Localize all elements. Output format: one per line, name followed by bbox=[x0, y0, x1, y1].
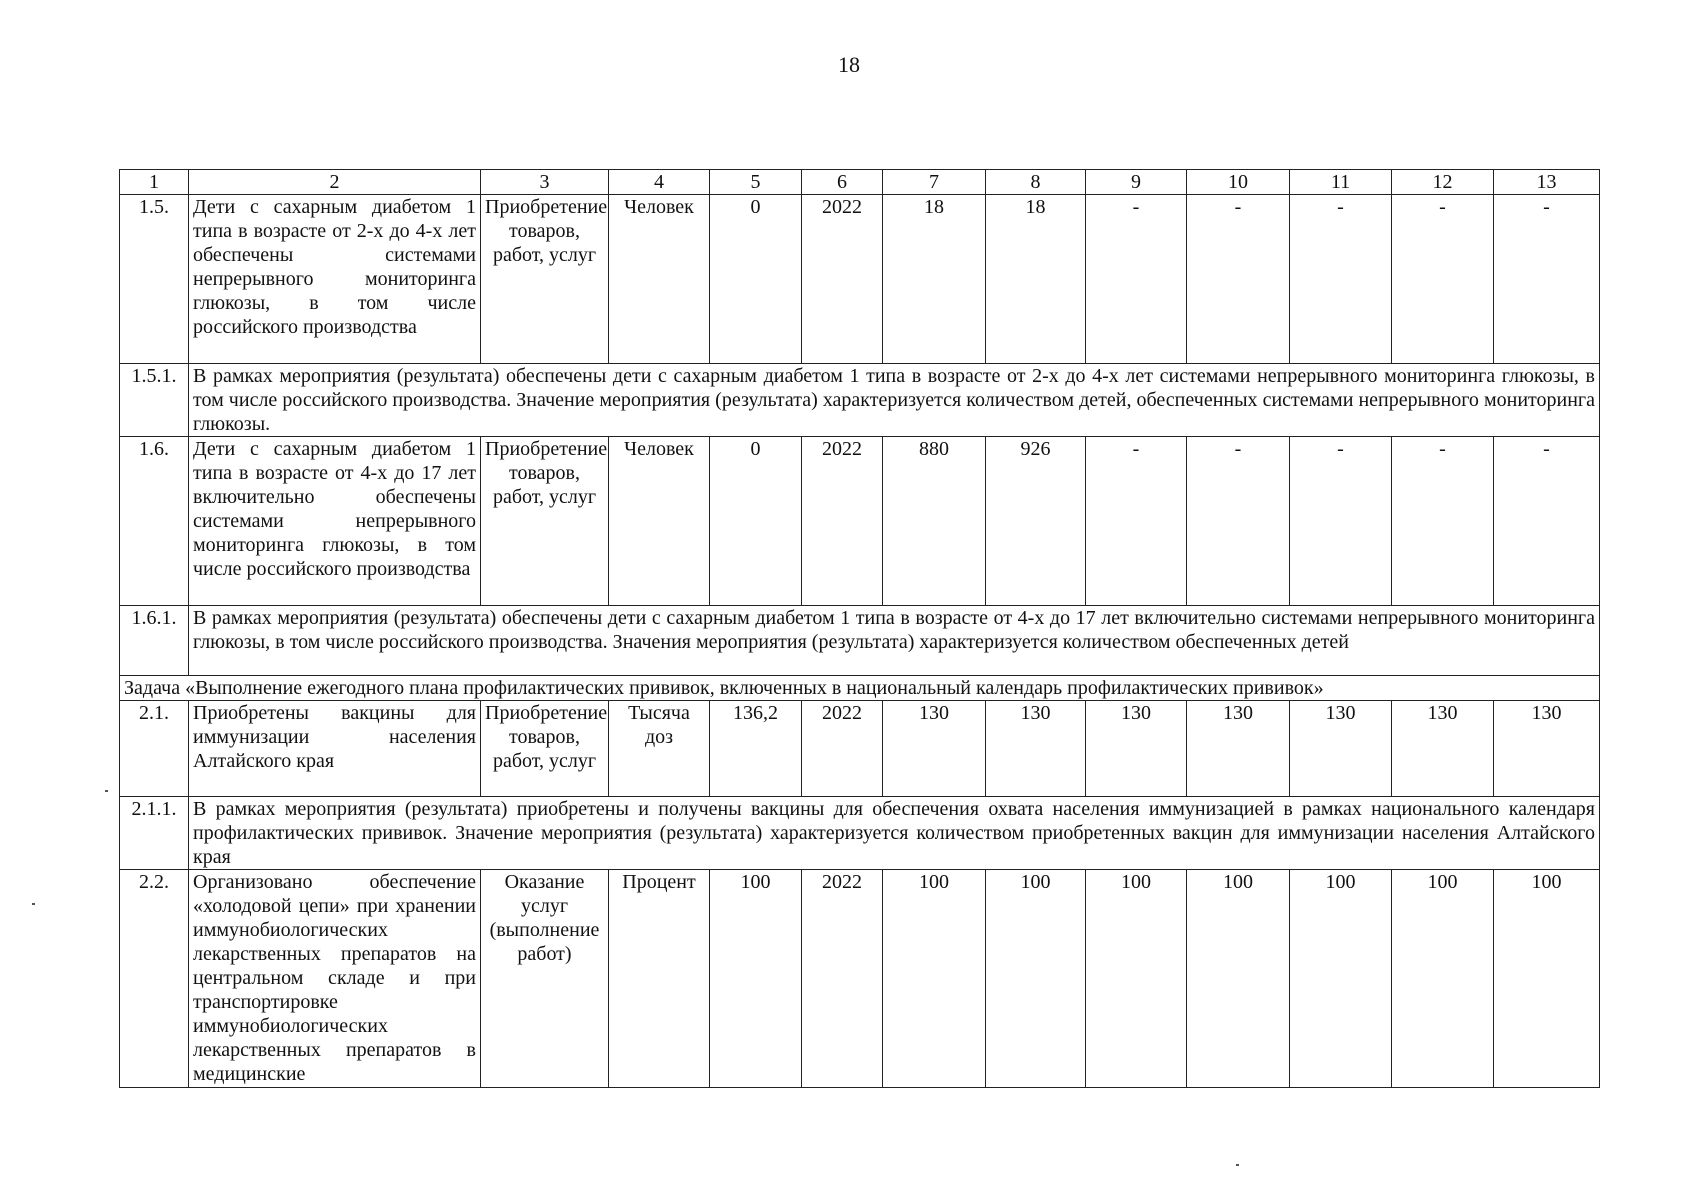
value-cell: 2022 bbox=[802, 195, 883, 364]
scan-speck bbox=[1236, 1164, 1239, 1166]
value-cell: - bbox=[1290, 195, 1392, 364]
column-header: 13 bbox=[1494, 170, 1600, 195]
column-number-row bbox=[120, 170, 1600, 195]
value-cell: - bbox=[1392, 195, 1494, 364]
value-cell: 926 bbox=[986, 437, 1086, 606]
indicator-name: Приобретены вакцины для иммунизации населения Алтайского края bbox=[189, 701, 481, 797]
value-cell: 136,2 bbox=[710, 701, 802, 797]
value-cell: - bbox=[1290, 437, 1392, 606]
column-header: 2 bbox=[189, 170, 481, 195]
row-number: 1.6. bbox=[120, 437, 189, 606]
activity-type: Приобретение товаров, работ, услуг bbox=[481, 701, 609, 797]
value-cell: - bbox=[1086, 195, 1187, 364]
value-cell: 18 bbox=[883, 195, 986, 364]
indicator-name: Дети с сахарным диабетом 1 типа в возрасте от 4-х до 17 лет включительно обеспечены системами непрерывного мониторинга глюкозы, в том числе российского производства bbox=[189, 437, 481, 606]
column-header: 10 bbox=[1187, 170, 1290, 195]
value-cell: 100 bbox=[1494, 870, 1600, 1088]
activity-type: Оказание услуг (выполнение работ) bbox=[481, 870, 609, 1088]
indicator-row bbox=[120, 195, 1600, 364]
row-number: 1.5.1. bbox=[120, 364, 189, 437]
indicator-name: Дети с сахарным диабетом 1 типа в возрасте от 2-х до 4-х лет обеспечены системами непрерывного мониторинга глюкозы, в том числе российского производства bbox=[189, 195, 481, 364]
indicator-name: Организовано обеспечение «холодовой цепи» при хранении иммунобиологических лекарственных препаратов на центральном складе и при транспортировке иммунобиологических лекарственных препаратов в медицинские bbox=[189, 870, 481, 1088]
description-row bbox=[120, 797, 1600, 870]
unit-of-measure: Тысяча доз bbox=[609, 701, 710, 797]
description-text: В рамках мероприятия (результата) обеспечены дети с сахарным диабетом 1 типа в возрасте от 4-х до 17 лет включительно системами непрерывного мониторинга глюкозы, в том числе российского производства. Значения мероприятия (результата) характеризуется количеством обеспеченных детей bbox=[189, 606, 1600, 676]
description-text: В рамках мероприятия (результата) обеспечены дети с сахарным диабетом 1 типа в возрасте от 2-х до 4-х лет системами непрерывного мониторинга глюкозы, в том числе российского производства. Значение мероприятия (результата) характеризуется количеством детей, обеспеченных системами непрерывного мониторинга глюкозы. bbox=[189, 364, 1600, 437]
description-row bbox=[120, 606, 1600, 676]
row-number: 1.5. bbox=[120, 195, 189, 364]
column-header: 11 bbox=[1290, 170, 1392, 195]
column-header: 9 bbox=[1086, 170, 1187, 195]
value-cell: 100 bbox=[1187, 870, 1290, 1088]
column-header: 1 bbox=[120, 170, 189, 195]
value-cell: 100 bbox=[986, 870, 1086, 1088]
column-header: 3 bbox=[481, 170, 609, 195]
value-cell: 2022 bbox=[802, 437, 883, 606]
value-cell: 100 bbox=[1290, 870, 1392, 1088]
column-header: 4 bbox=[609, 170, 710, 195]
unit-of-measure: Человек bbox=[609, 437, 710, 606]
value-cell: - bbox=[1187, 195, 1290, 364]
indicator-row bbox=[120, 870, 1600, 1088]
value-cell: 100 bbox=[1086, 870, 1187, 1088]
row-number: 2.1.1. bbox=[120, 797, 189, 870]
value-cell: 130 bbox=[883, 701, 986, 797]
indicators-table bbox=[119, 169, 1600, 1088]
column-header: 6 bbox=[802, 170, 883, 195]
value-cell: 130 bbox=[1494, 701, 1600, 797]
table-body bbox=[120, 170, 1600, 1088]
value-cell: 100 bbox=[883, 870, 986, 1088]
description-row bbox=[120, 364, 1600, 437]
indicator-row bbox=[120, 701, 1600, 797]
value-cell: 130 bbox=[1392, 701, 1494, 797]
unit-of-measure: Человек bbox=[609, 195, 710, 364]
value-cell: 0 bbox=[710, 195, 802, 364]
activity-type: Приобретение товаров, работ, услуг bbox=[481, 195, 609, 364]
value-cell: 100 bbox=[1392, 870, 1494, 1088]
activity-type: Приобретение товаров, работ, услуг bbox=[481, 437, 609, 606]
column-header: 5 bbox=[710, 170, 802, 195]
indicator-row bbox=[120, 437, 1600, 606]
value-cell: 18 bbox=[986, 195, 1086, 364]
task-row bbox=[120, 676, 1600, 701]
description-text: В рамках мероприятия (результата) приобретены и получены вакцины для обеспечения охвата населения иммунизацией в рамках национального календаря профилактических прививок. Значение мероприятия (результата) характеризуется количеством приобретенных вакцин для иммунизации населения Алтайского края bbox=[189, 797, 1600, 870]
task-title: Задача «Выполнение ежегодного плана профилактических прививок, включенных в национальный календарь профилактических прививок» bbox=[120, 676, 1600, 701]
value-cell: 880 bbox=[883, 437, 986, 606]
page-number: 18 bbox=[838, 52, 860, 77]
value-cell: - bbox=[1494, 195, 1600, 364]
column-header: 7 bbox=[883, 170, 986, 195]
value-cell: 130 bbox=[1290, 701, 1392, 797]
row-number: 1.6.1. bbox=[120, 606, 189, 676]
value-cell: 0 bbox=[710, 437, 802, 606]
scan-speck bbox=[32, 903, 35, 905]
value-cell: - bbox=[1187, 437, 1290, 606]
value-cell: 2022 bbox=[802, 870, 883, 1088]
value-cell: - bbox=[1392, 437, 1494, 606]
row-number: 2.2. bbox=[120, 870, 189, 1088]
unit-of-measure: Процент bbox=[609, 870, 710, 1088]
column-header: 12 bbox=[1392, 170, 1494, 195]
row-number: 2.1. bbox=[120, 701, 189, 797]
column-header: 8 bbox=[986, 170, 1086, 195]
value-cell: 2022 bbox=[802, 701, 883, 797]
value-cell: - bbox=[1086, 437, 1187, 606]
value-cell: 100 bbox=[710, 870, 802, 1088]
scan-speck bbox=[105, 790, 108, 792]
value-cell: 130 bbox=[1086, 701, 1187, 797]
value-cell: 130 bbox=[1187, 701, 1290, 797]
value-cell: 130 bbox=[986, 701, 1086, 797]
value-cell: - bbox=[1494, 437, 1600, 606]
